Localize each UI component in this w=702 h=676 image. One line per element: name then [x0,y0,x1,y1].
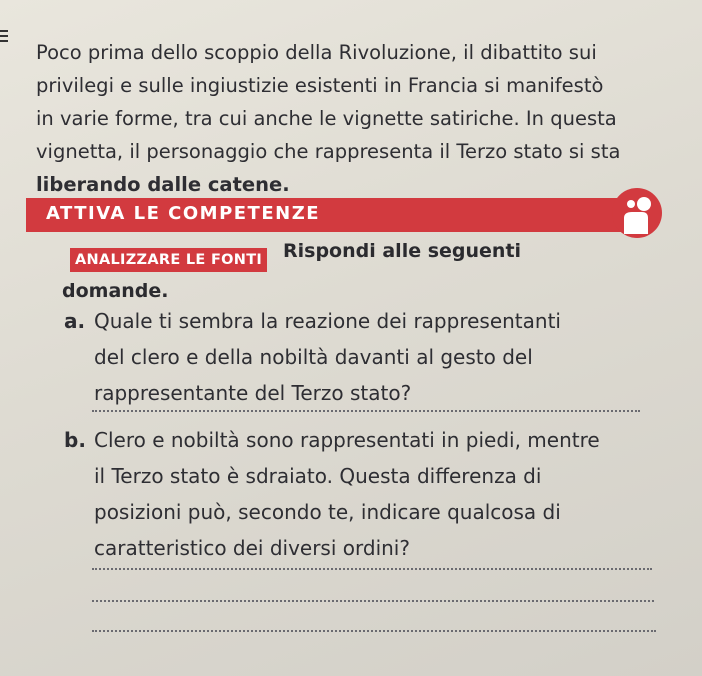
answer-line[interactable] [92,600,654,602]
question-a [64,303,664,411]
answer-line[interactable] [92,568,652,570]
skill-tag: ANALIZZARE LE FONTI [70,248,267,272]
question-line: Quale ti sembra la reazione dei rappresentanti [94,309,561,333]
question-line: il Terzo stato è sdraiato. Questa differenza di [94,464,542,488]
question-line: del clero e della nobiltà davanti al gesto del [94,345,533,369]
intro-line: in varie forme, tra cui anche le vignette satiriche. In questa [36,107,617,130]
intro-line: vignetta, il personaggio che rappresenta il Terzo stato si sta [36,140,621,163]
answer-line[interactable] [92,410,640,412]
section-banner-title: ATTIVA LE COMPETENZE [46,203,321,224]
person-reading-icon [612,188,662,238]
page-edge-mark [0,30,8,44]
question-letter: b. [64,428,86,452]
question-line: rappresentante del Terzo stato? [94,381,412,405]
intro-line: Poco prima dello scoppio della Rivoluzione, il dibattito sui [36,41,597,64]
intro-line: liberando dalle catene. [36,173,290,196]
question-line: posizioni può, secondo te, indicare qualcosa di [94,500,561,524]
instruction-heading-continued: domande. [62,280,169,302]
instruction-heading: Rispondi alle seguenti [283,240,522,262]
question-letter: a. [64,309,86,333]
question-line: Clero e nobiltà sono rappresentati in piedi, mentre [94,428,600,452]
question-b [64,422,664,566]
question-line: caratteristico dei diversi ordini? [94,536,410,560]
intro-line: privilegi e sulle ingiustizie esistenti in Francia si manifestò [36,74,604,97]
answer-line[interactable] [92,630,656,632]
intro-paragraph [36,36,676,201]
